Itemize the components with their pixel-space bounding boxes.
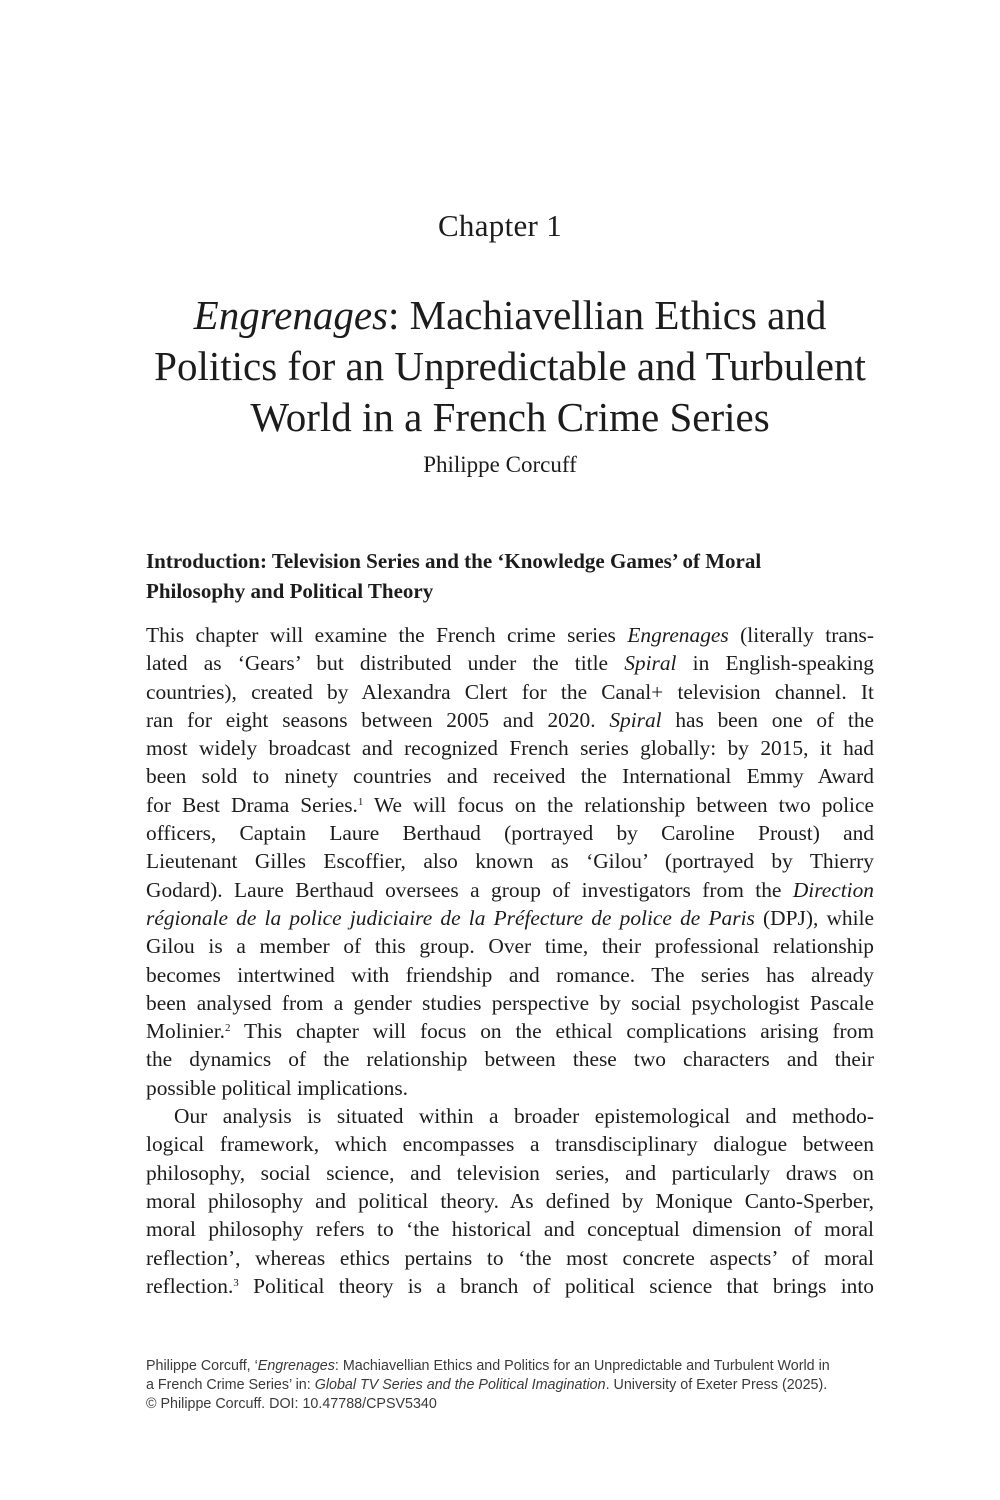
text-line: been analysed from a gender studies perspective by social psychologist Pascale [146,990,874,1015]
citation-footer [146,1357,886,1414]
text-line: been sold to ninety countries and received the International Emmy Award [146,764,874,789]
text-line: Gilou is a member of this group. Over time, their professional relationship [146,934,874,959]
text-line: philosophy, social science, and television series, and particularly draws on [146,1160,874,1185]
text-line: Lieutenant Gilles Escoffier, also known as ‘Gilou’ (portrayed by Thierry [146,849,874,874]
text-line: moral philosophy refers to ‘the historical and conceptual dimension of moral [146,1217,874,1242]
footer-line: a French Crime Series’ in: Global TV Series and the Political Imagination. University of Exeter Press (2025). [146,1377,828,1393]
text-line: moral philosophy and political theory. As defined by Monique Canto-Sperber, [146,1188,874,1213]
text-line: Molinier.$^2$ This chapter will focus on the ethical complications arising from [146,1019,874,1044]
text-line: Our analysis is situated within a broader epistemological and methodo- [174,1104,874,1129]
text-line: most widely broadcast and recognized French series globally: by 2015, it had [146,736,874,761]
footer-line: © Philippe Corcuff. DOI: 10.47788/CPSV5340 [146,1396,437,1412]
paragraph-1 [146,621,874,1102]
title-line-1: Engrenages: Machiavellian Ethics and [193,292,827,338]
text-line: Godard). Laure Berthaud oversees a group of investigators from the Direction [146,877,874,902]
body-text [146,621,874,1300]
paragraph-2 [146,1102,874,1300]
section-heading-line: Philosophy and Political Theory [146,579,434,603]
footnote-marker[interactable]: 3 [233,1276,239,1289]
title-line-2: Politics for an Unpredictable and Turbulent [154,343,866,389]
footnote-marker[interactable]: 2 [225,1022,231,1035]
chapter-number: Chapter 1 [437,208,563,243]
text-line: régionale de la police judiciaire de la Préfecture de police de Paris (DPJ), while [146,905,875,930]
text-line: reflection.$^3$ Political theory is a branch of political science that brings into [146,1273,874,1298]
chapter-title [100,290,920,443]
title-line-3: World in a French Crime Series [250,394,770,440]
footer-line: Philippe Corcuff, ‘Engrenages: Machiavellian Ethics and Politics for an Unpredictable and Turbulent World in [146,1358,830,1374]
text-line: countries), created by Alexandra Clert for the Canal+ television channel. It [146,679,874,704]
text-line: ran for eight seasons between 2005 and 2020. Spiral has been one of the [146,707,875,732]
text-line: the dynamics of the relationship between these two characters and their [146,1047,874,1072]
text-line: for Best Drama Series.$^1$ We will focus on the relationship between two police [146,792,874,817]
text-line: officers, Captain Laure Berthaud (portrayed by Caroline Proust) and [146,821,874,846]
text-line: logical framework, which encompasses a transdisciplinary dialogue between [146,1132,874,1157]
text-line: becomes intertwined with friendship and romance. The series has already [146,962,874,987]
title-italic: Engrenages [193,292,388,338]
section-heading-line: Introduction: Television Series and the ‘Knowledge Games’ of Moral [146,549,762,573]
text-line: This chapter will examine the French crime series Engrenages (literally trans- [146,623,874,647]
text-line: possible political implications. [146,1075,409,1100]
section-heading [146,546,886,606]
text-line: reflection’, whereas ethics pertains to ‘the most concrete aspects’ of moral [146,1245,874,1270]
footnote-marker[interactable]: 1 [357,795,364,808]
text-line: lated as ‘Gears’ but distributed under the title Spiral in English-speaking [146,651,874,676]
chapter-author: Philippe Corcuff [423,452,577,477]
